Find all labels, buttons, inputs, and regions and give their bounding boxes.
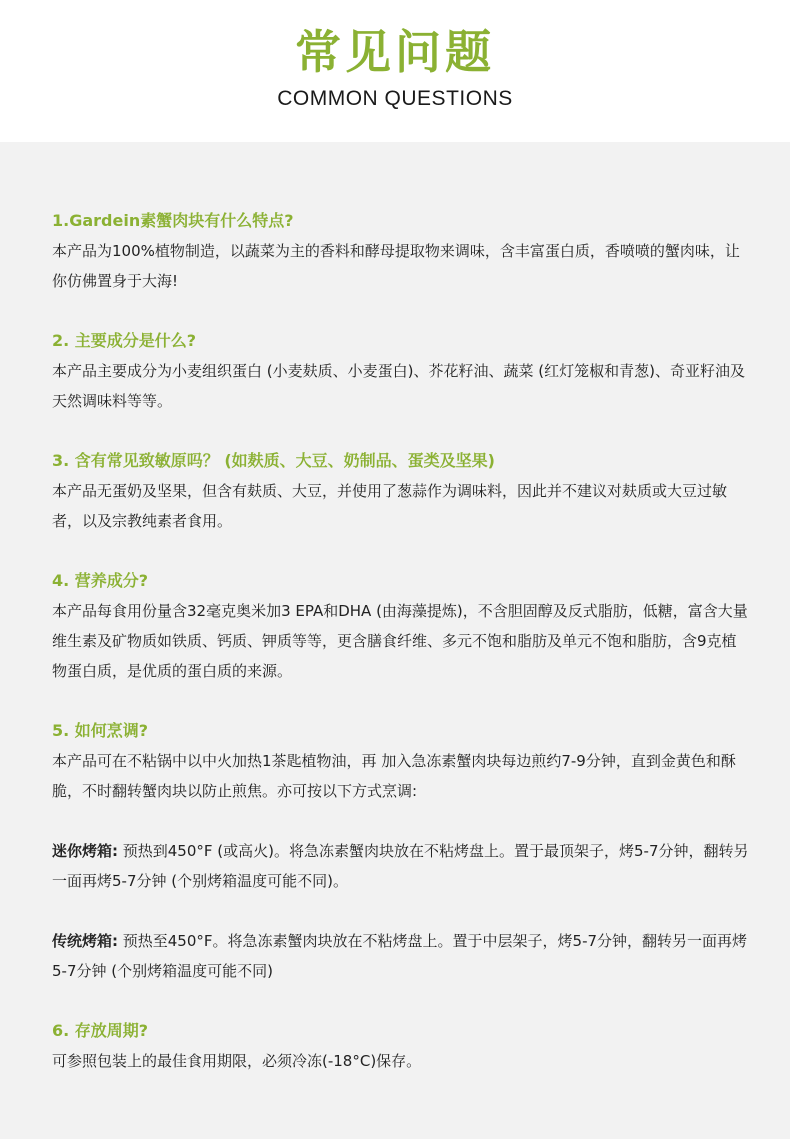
faq-answer: 本产品为100%植物制造，以蔬菜为主的香料和酵母提取物来调味，含丰富蛋白质，香喷喷的蟹肉味，让你仿佛置身于大海! [52,242,740,290]
faq-question: 1.Gardein素蟹肉块有什么特点? [52,211,294,230]
faq-answer: 本产品无蛋奶及坚果，但含有麸质、大豆，并使用了葱蒜作为调味料，因此并不建议对麸质或大豆过敏者，以及宗教纯素者食用。 [52,482,728,530]
cooking-method-mini-oven [52,836,750,896]
cooking-method-text: 预热到450°F (或高火)。将急冻素蟹肉块放在不粘烤盘上。置于最顶架子，烤5-7分钟，翻转另一面再烤5-7分钟 (个别烤箱温度可能不同)。 [52,842,749,890]
cooking-method-text: 预热至450°F。将急冻素蟹肉块放在不粘烤盘上。置于中层架子，烤5-7分钟，翻转另一面再烤5-7分钟 (个别烤箱温度可能不同) [52,932,748,980]
page-subtitle: COMMON QUESTIONS [277,87,513,110]
faq-answer: 本产品每食用份量含32毫克奥米加3 EPA和DHA (由海藻提炼)，不含胆固醇及反式脂肪，低糖，富含大量维生素及矿物质如铁质、钙质、钾质等等，更含膳食纤维、多元不饱和脂肪及单元不饱和脂肪，含9克植物蛋白质，是优质的蛋白质的来源。 [52,602,748,680]
faq-question: 3. 含有常见致敏原吗？ (如麸质、大豆、奶制品、蛋类及坚果) [52,451,495,470]
faq-item [52,206,750,296]
faq-answer: 本产品可在不粘锅中以中火加热1茶匙植物油，再 加入急冻素蟹肉块每边煎约7-9分钟，直到金黄色和酥脆，不时翻转蟹肉块以防止煎焦。亦可按以下方式烹调: [52,752,736,800]
faq-question: 6. 存放周期? [52,1021,149,1040]
faq-item [52,716,750,986]
faq-question: 4. 营养成分? [52,571,149,590]
cooking-method-label: 迷你烤箱: [52,842,118,860]
faq-item [52,446,750,536]
page-title: 常见问题 [295,25,495,79]
cooking-method-conventional-oven [52,926,750,986]
faq-list [0,142,790,1076]
faq-item [52,1016,750,1076]
cooking-method-label: 传统烤箱: [52,932,118,950]
page-header [0,0,790,142]
faq-answer: 可参照包装上的最佳食用期限，必须冷冻(-18°C)保存。 [52,1052,422,1070]
faq-answer: 本产品主要成分为小麦组织蛋白 (小麦麸质、小麦蛋白)、芥花籽油、蔬菜 (红灯笼椒和青葱)、奇亚籽油及天然调味料等等。 [52,362,745,410]
faq-question: 2. 主要成分是什么? [52,331,197,350]
faq-question: 5. 如何烹调? [52,721,149,740]
faq-item [52,566,750,686]
faq-item [52,326,750,416]
